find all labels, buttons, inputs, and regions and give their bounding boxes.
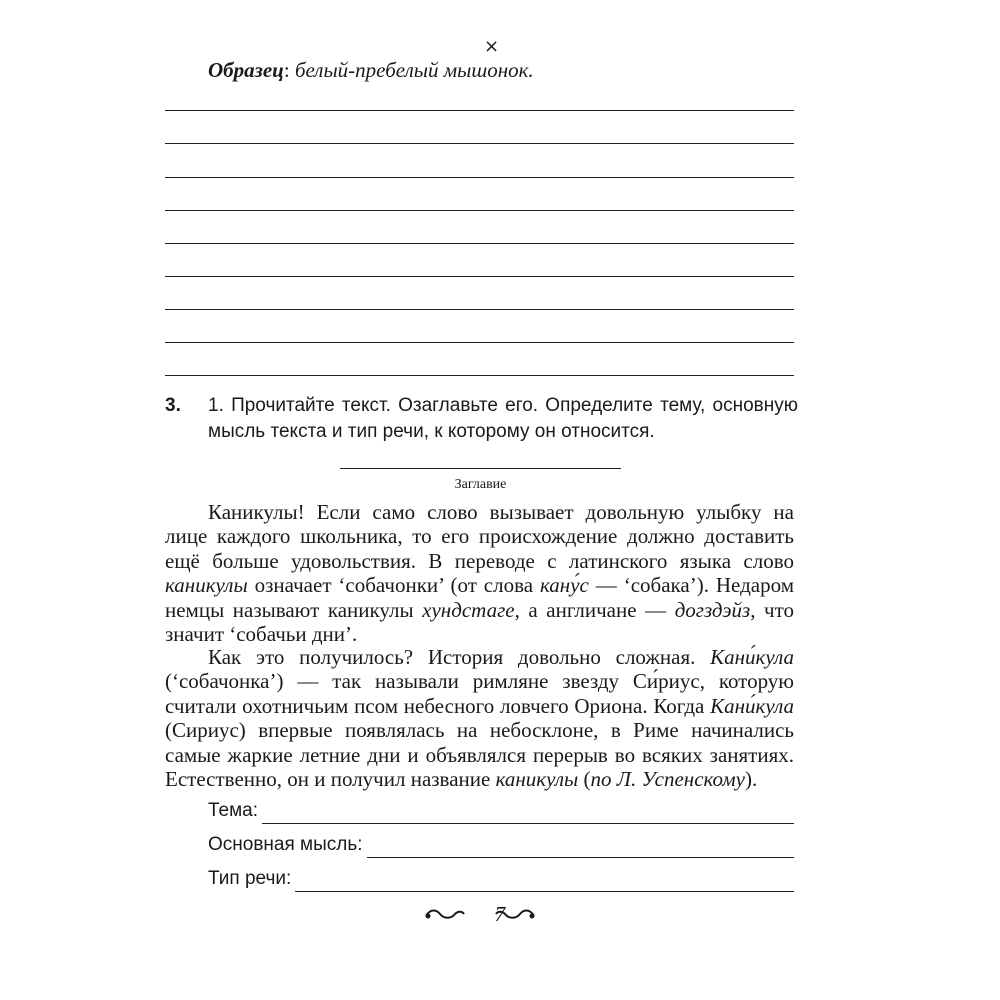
speech-type-label: Тип речи: [208,868,292,889]
main-idea-answer [208,832,794,858]
task-instruction: 1. Прочитайте текст. Озаглавьте его. Определите тему, основную мысль текста и тип речи, к которому он относится. [208,395,798,442]
speech-type-input-line[interactable] [295,871,794,892]
writing-line-1[interactable] [165,110,794,111]
sample-label: Образец [208,58,284,82]
writing-line-4[interactable] [165,210,794,211]
sample-colon: : [283,58,295,82]
theme-label: Тема: [208,800,259,821]
speech-type-answer [208,866,794,892]
theme-answer [208,798,794,824]
writing-line-9[interactable] [165,375,794,376]
title-input-line[interactable] [340,468,621,469]
sample-text-a: белый-пребелый мыш [294,58,488,82]
page-number: 7 [494,902,506,926]
title-caption: Заглавие [454,477,507,492]
task-number: 3. [165,395,181,416]
main-idea-label: Основная мысль: [208,834,363,855]
suffix-mark: × [484,36,500,57]
right-ornament-icon [494,907,536,923]
theme-input-line[interactable] [262,803,794,824]
writing-line-6[interactable] [165,276,794,277]
sample-text-b: о [487,58,498,82]
writing-line-7[interactable] [165,309,794,310]
sample-line [208,56,534,84]
writing-line-5[interactable] [165,243,794,244]
writing-line-2[interactable] [165,143,794,144]
sample-text-c: нок. [497,58,534,82]
writing-line-8[interactable] [165,342,794,343]
writing-line-3[interactable] [165,177,794,178]
text-paragraph-1: Каникулы! Если само слово вызывает довольную улыбку на лице каждого школьника, то его происхождение должно доставить ещё больше удовольствия. В переводе с латинского языка слово каникулы означает ‘собачонки’ (от слова кану́с — ‘собака’). Недаром немцы называют каникулы хундстаге, а англичане — догздэйз, что значит ‘собачьи дни’. [165,500,794,647]
text-paragraph-2: Как это получилось? История довольно сложная. Кани́кула (‘собачонка’) — так называли римляне звезду Си́риус, которую считали охотничьим псом небесного ловчего Ориона. Когда Кани́кула (Сириус) впервые появлялась на небосклоне, в Риме начинались самые жаркие летние дни и объявлялся перерыв во всяких занятиях. Естественно, он и получил название каникулы (по Л. Успенскому). [165,645,794,792]
main-idea-input-line[interactable] [367,837,794,858]
